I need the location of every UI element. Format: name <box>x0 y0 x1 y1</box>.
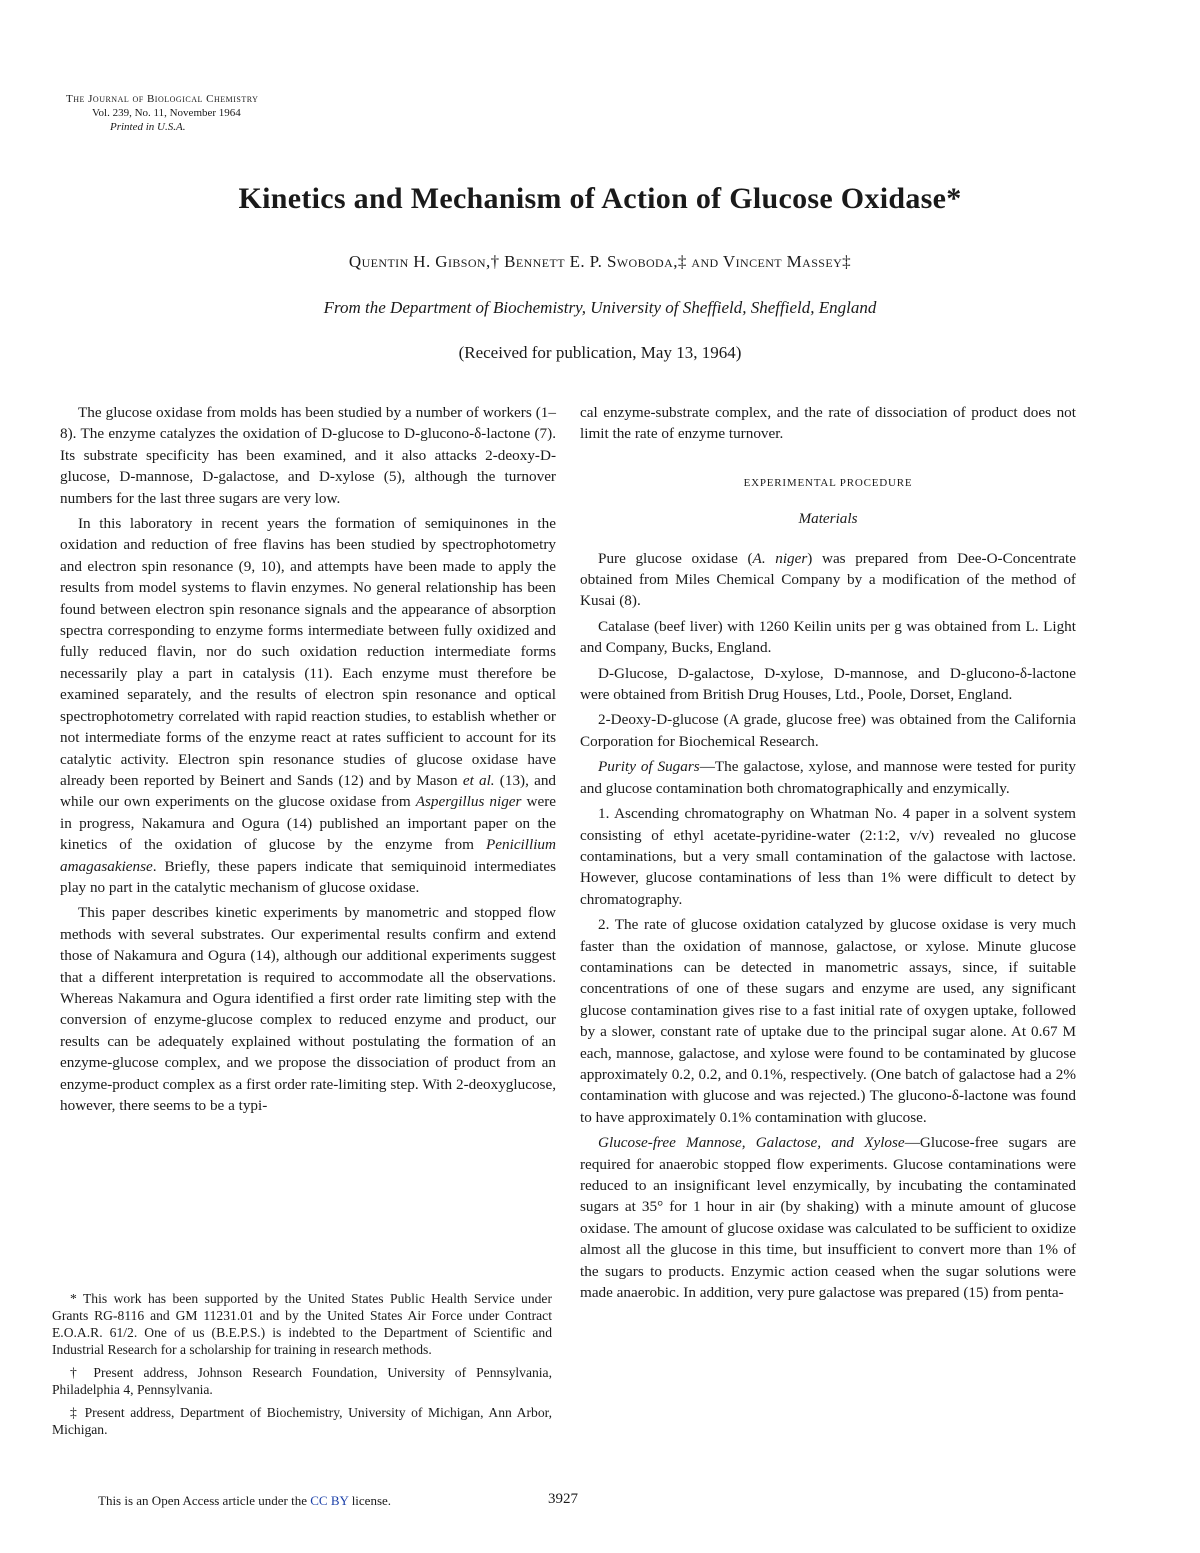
left-column <box>60 402 556 1120</box>
text-run: In this laboratory in recent years the formation of semiquinones in the oxidation and reduction of free flavins has been studied by spectrophotometry and electron spin resonance (9, 10), and attempts have been made to apply the results from model systems to flavin enzymes. No general relationship has been found between electron spin resonance signals and the appearance of absorption spectra corresponding to enzyme forms intermediate between fully oxidized and fully reduced flavin, nor do such oxidation reduction intermediate forms necessarily play a part in catalysis (11). Each enzyme must therefore be examined separately, and the results of electron spin resonance and optical spectrophotometry correlated with rapid reaction studies, to establish whether or not intermediate forms of the enzyme react at rates sufficient to account for its catalytic activity. Electron spin resonance studies of glucose oxidase have already been reported by Beinert and Sands (12) and by Mason <box>60 515 556 789</box>
numbered-item-1: 1. Ascending chromatography on Whatman No. 4 paper in a solvent system consisting of ethyl acetate-pyridine-water (2:1:2, v/v) revealed no glucose contaminations, but a very small contamination of the galactose with lactose. However, glucose contaminations of less than 1% were difficult to detect by chromatography. <box>580 805 1076 908</box>
article-title: Kinetics and Mechanism of Action of Glucose Oxidase* <box>238 182 962 215</box>
affiliation: From the Department of Biochemistry, University of Sheffield, Sheffield, England <box>323 298 877 317</box>
footnote-dagger: † Present address, Johnson Research Foundation, University of Pennsylvania, Philadelphia 4, Pennsylvania. <box>52 1365 552 1397</box>
text-run: —Glucose-free sugars are required for anaerobic stopped flow experiments. Glucose contaminations were reduced to an insignificant level enzymically, by incubating the contaminated sugars at 35° for 1 hour in air (by shaking) with a minute amount of glucose oxidase. The amount of glucose oxidase was calculated to be sufficient to oxidize almost all the glucose in this time, but insufficient to convert more than 1% of the sugars to products. Enzymic action ceased when the sugar solutions were made anaerobic. In addition, very pure galactose was prepared (15) from penta- <box>580 1134 1076 1302</box>
journal-name: The Journal of Biological Chemistry <box>66 93 259 105</box>
masthead <box>66 92 258 134</box>
text-run: —The galactose, xylose, and mannose were tested for purity and glucose contamination both chromatographically and enzymically. <box>580 758 1076 797</box>
author-list: Quentin H. Gibson,† Bennett E. P. Swoboda,‡ and Vincent Massey‡ <box>348 252 852 271</box>
right-column <box>580 402 1076 1307</box>
intro-paragraph-1: The glucose oxidase from molds has been studied by a number of workers (1–8). The enzyme catalyzes the oxidation of D-glucose to D-glucono-δ-lactone (7). Its substrate specificity has been examined, and it also attacks 2-deoxy-D-glucose, D-mannose, D-galactose, and D-xylose (5), although the turnover numbers for the last three sugars are very low. <box>60 404 556 507</box>
intro-paragraph-3: This paper describes kinetic experiments by manometric and stopped flow methods with several substrates. Our experimental results confirm and extend those of Nakamura and Ogura (14), although our additional experiments suggest that a different interpretation is required to accommodate all the observations. Whereas Nakamura and Ogura identified a first order rate limiting step with the conversion of enzyme-glucose complex to reduced enzyme and product, our results can be adequately explained without postulating the formation of an enzyme-glucose complex, and we propose the dissociation of product from an enzyme-product complex as a first order rate-limiting step. With 2-deoxyglucose, however, there seems to be a typi- <box>60 904 556 1114</box>
materials-paragraph-1 <box>580 548 1076 612</box>
received-date: (Received for publication, May 13, 1964) <box>458 343 742 362</box>
materials-paragraph-2: Catalase (beef liver) with 1260 Keilin units per g was obtained from L. Light and Company, Bucks, England. <box>580 617 1076 657</box>
italic-run: et al. <box>462 771 495 789</box>
glucose-free-paragraph <box>580 1132 1076 1303</box>
license-text: license. <box>348 1493 392 1508</box>
italic-run: Aspergillus niger <box>415 793 522 811</box>
license-text: This is an Open Access article under the <box>98 1493 311 1508</box>
purity-paragraph <box>580 756 1076 799</box>
volume-info: Vol. 239, No. 11, November 1964 <box>92 107 241 119</box>
run-in-heading: Glucose-free Mannose, Galactose, and Xylose <box>598 1134 905 1152</box>
numbered-item-2: 2. The rate of glucose oxidation catalyzed by glucose oxidase is very much faster than the oxidation of mannose, galactose, or xylose. Minute glucose contaminations can be detected in manometric assays, since, if suitable concentrations of one of these sugars and enzyme are used, any significant glucose contamination gives rise to a fast initial rate of oxygen uptake, followed by a slower, constant rate of uptake due to the principal sugar alone. At 0.67 M each, mannose, galactose, and xylose were found to be contaminated by glucose approximately 0.2, 0.2, and 0.1%, respectively. (One batch of galactose had a 2% contamination with glucose and was rejected.) The glucono-δ-lactone was found to have approximately 0.1% contamination with glucose. <box>580 916 1076 1126</box>
footnote-double-dagger: ‡ Present address, Department of Biochemistry, University of Michigan, Ann Arbor, Michigan. <box>52 1405 552 1437</box>
italic-run: A. niger <box>752 549 808 567</box>
text-run: (13), and while our own experiments on the glucose oxidase from <box>60 771 557 811</box>
footnotes <box>52 1290 552 1444</box>
footnote-funding: * This work has been supported by the United States Public Health Service under Grants RG-8116 and GM 11231.01 and by the United States Air Force under Contract E.O.A.R. 61/2. One of us (B.E.P.S.) is indebted to the Department of Scientific and Industrial Research for a scholarship for training in research methods. <box>52 1291 552 1357</box>
page-number: 3927 <box>548 1491 578 1507</box>
text-run: . Briefly, these papers indicate that semiquinoid intermediates play no part in the catalytic mechanism of glucose oxidase. <box>60 857 556 896</box>
continued-paragraph: cal enzyme-substrate complex, and the rate of dissociation of product does not limit the rate of enzyme turnover. <box>580 404 1076 443</box>
text-run: Pure glucose oxidase ( <box>598 549 753 567</box>
printed-in: Printed in U.S.A. <box>110 121 186 133</box>
subsection-heading: Materials <box>798 510 858 528</box>
text-run: were in progress, Nakamura and Ogura (14) published an important paper on the kinetics of the oxidation of glucose by the enzyme from <box>60 793 556 854</box>
section-heading: EXPERIMENTAL PROCEDURE <box>743 476 913 489</box>
intro-paragraph-2 <box>60 513 556 898</box>
materials-paragraph-3: D-Glucose, D-galactose, D-xylose, D-mannose, and D-glucono-δ-lactone were obtained from British Drug Houses, Ltd., Poole, Dorset, England. <box>580 664 1076 704</box>
italic-run: Penicillium amagasakiense <box>60 836 556 875</box>
cc-by-link[interactable]: CC BY <box>310 1493 349 1508</box>
run-in-heading: Purity of Sugars <box>598 758 700 776</box>
license-notice <box>98 1493 391 1509</box>
text-run: ) was prepared from Dee-O-Concentrate obtained from Miles Chemical Company by a modification of the method of Kusai (8). <box>580 549 1076 610</box>
materials-paragraph-4: 2-Deoxy-D-glucose (A grade, glucose free) was obtained from the California Corporation for Biochemical Research. <box>580 711 1076 750</box>
